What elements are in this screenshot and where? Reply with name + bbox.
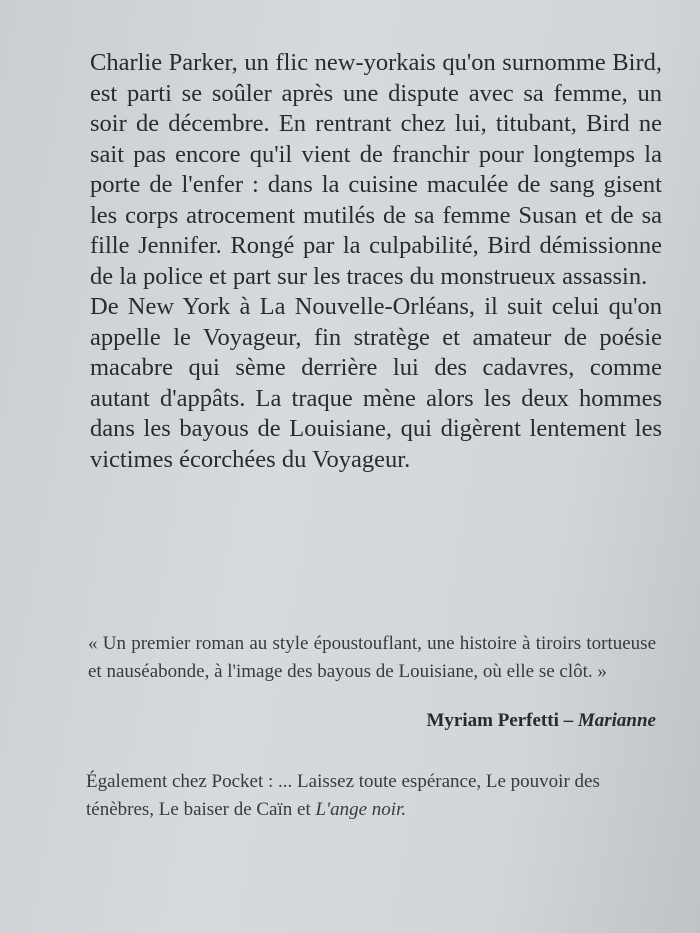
review-quote	[88, 630, 656, 686]
review-publication: Marianne	[577, 710, 656, 731]
blurb-paragraph-2: De New York à La Nouvelle-Orléans, il suit celui qu'on appelle le Voyageur, fin stratège et amateur de poésie macabre qui sème derrière lui des cadavres, comme autant d'appâts. La traque mène alors les deux hommes dans les bayous de Louisiane, qui digèrent lentement les victimes écorchées du Voyageur.	[90, 293, 662, 473]
blurb-text	[90, 48, 662, 475]
review-attribution	[426, 710, 656, 732]
also-by-author	[86, 768, 656, 824]
blurb-paragraph-1: Charlie Parker, un flic new-yorkais qu'on surnomme Bird, est parti se soûler après une dispute avec sa femme, un soir de décembre. En rentrant chez lui, titubant, Bird ne sait pas encore qu'il vient de franchir pour longtemps la porte de l'enfer : dans la cuisine maculée de sang gisent les corps atrocement mutilés de sa femme Susan et de sa fille Jennifer. Rongé par la culpabilité, Bird démissionne de la police et part sur les traces du monstrueux assassin.	[90, 49, 662, 290]
review-author: Myriam Perfetti –	[426, 710, 574, 731]
also-by-intro: Également chez Pocket : ... Laissez toute espérance, Le pouvoir des ténèbres, Le baiser de Caïn et	[86, 771, 600, 820]
review-quote-text: « Un premier roman au style époustouflant, une histoire à tiroirs tortueuse et nauséabonde, à l'image des bayous de Louisiane, où elle se clôt. »	[88, 633, 656, 682]
also-by-last-title: L'ange noir.	[315, 799, 407, 820]
